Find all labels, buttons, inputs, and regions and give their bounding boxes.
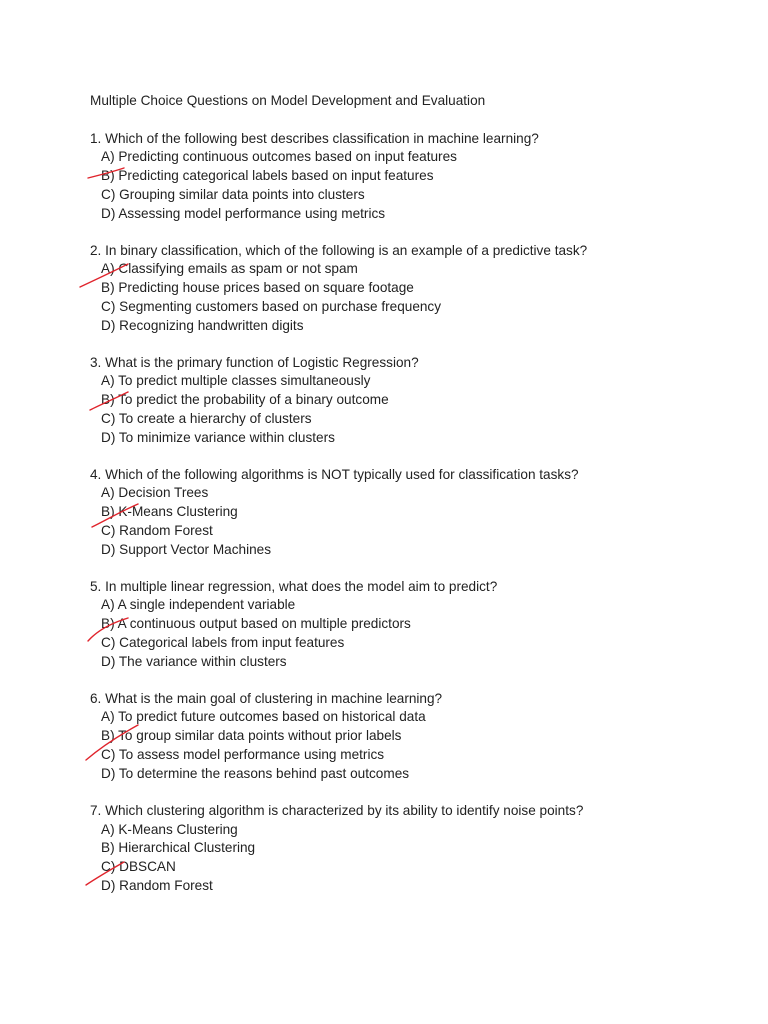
- question-text: 6. What is the main goal of clustering in machine learning?: [90, 690, 443, 706]
- option-c: C) Categorical labels from input features: [101, 634, 345, 650]
- option-c: C) DBSCAN: [101, 858, 176, 874]
- option-a: A) A single independent variable: [101, 597, 296, 613]
- document-title: Multiple Choice Questions on Model Development and Evaluation: [90, 93, 486, 108]
- option-b: B) Predicting categorical labels based on input features: [101, 168, 434, 184]
- option-b: B) To group similar data points without prior labels: [101, 728, 402, 744]
- question-3: [90, 354, 730, 448]
- question-text: 4. Which of the following algorithms is NOT typically used for classification tasks?: [90, 466, 579, 482]
- question-1: [90, 130, 730, 224]
- question-text: 1. Which of the following best describes classification in machine learning?: [90, 130, 539, 146]
- question-7: [90, 802, 730, 896]
- option-d: D) The variance within clusters: [101, 653, 287, 669]
- option-a: A) Predicting continuous outcomes based on input features: [101, 149, 457, 165]
- option-b: B) A continuous output based on multiple predictors: [101, 616, 411, 632]
- option-a: A) Decision Trees: [101, 485, 209, 501]
- question-text: 7. Which clustering algorithm is characterized by its ability to identify noise points?: [90, 802, 584, 818]
- option-c: C) To assess model performance using metrics: [101, 746, 385, 762]
- question-text: 5. In multiple linear regression, what does the model aim to predict?: [90, 578, 498, 594]
- option-d: D) Recognizing handwritten digits: [101, 317, 304, 333]
- option-c: C) Random Forest: [101, 522, 213, 538]
- option-d: D) Random Forest: [101, 877, 213, 893]
- option-b: B) K-Means Clustering: [101, 504, 238, 520]
- option-d: D) To minimize variance within clusters: [101, 429, 335, 445]
- option-a: A) To predict multiple classes simultaneously: [101, 373, 371, 389]
- option-d: D) Assessing model performance using metrics: [101, 205, 386, 221]
- option-b: B) To predict the probability of a binary outcome: [101, 392, 389, 408]
- question-5: [90, 578, 730, 672]
- option-c: C) Grouping similar data points into clusters: [101, 186, 365, 202]
- question-text: 2. In binary classification, which of the following is an example of a predictive task?: [90, 242, 588, 258]
- question-6: [90, 690, 730, 784]
- option-d: D) Support Vector Machines: [101, 541, 272, 557]
- option-a: A) K-Means Clustering: [101, 821, 238, 837]
- option-a: A) Classifying emails as spam or not spam: [101, 261, 358, 277]
- document-page: [90, 92, 730, 914]
- option-d: D) To determine the reasons behind past outcomes: [101, 765, 410, 781]
- option-b: B) Predicting house prices based on square footage: [101, 280, 414, 296]
- option-c: C) Segmenting customers based on purchase frequency: [101, 298, 442, 314]
- question-4: [90, 466, 730, 560]
- option-b: B) Hierarchical Clustering: [101, 840, 256, 856]
- option-c: C) To create a hierarchy of clusters: [101, 410, 312, 426]
- question-text: 3. What is the primary function of Logistic Regression?: [90, 354, 419, 370]
- option-a: A) To predict future outcomes based on historical data: [101, 709, 426, 725]
- question-2: [90, 242, 730, 336]
